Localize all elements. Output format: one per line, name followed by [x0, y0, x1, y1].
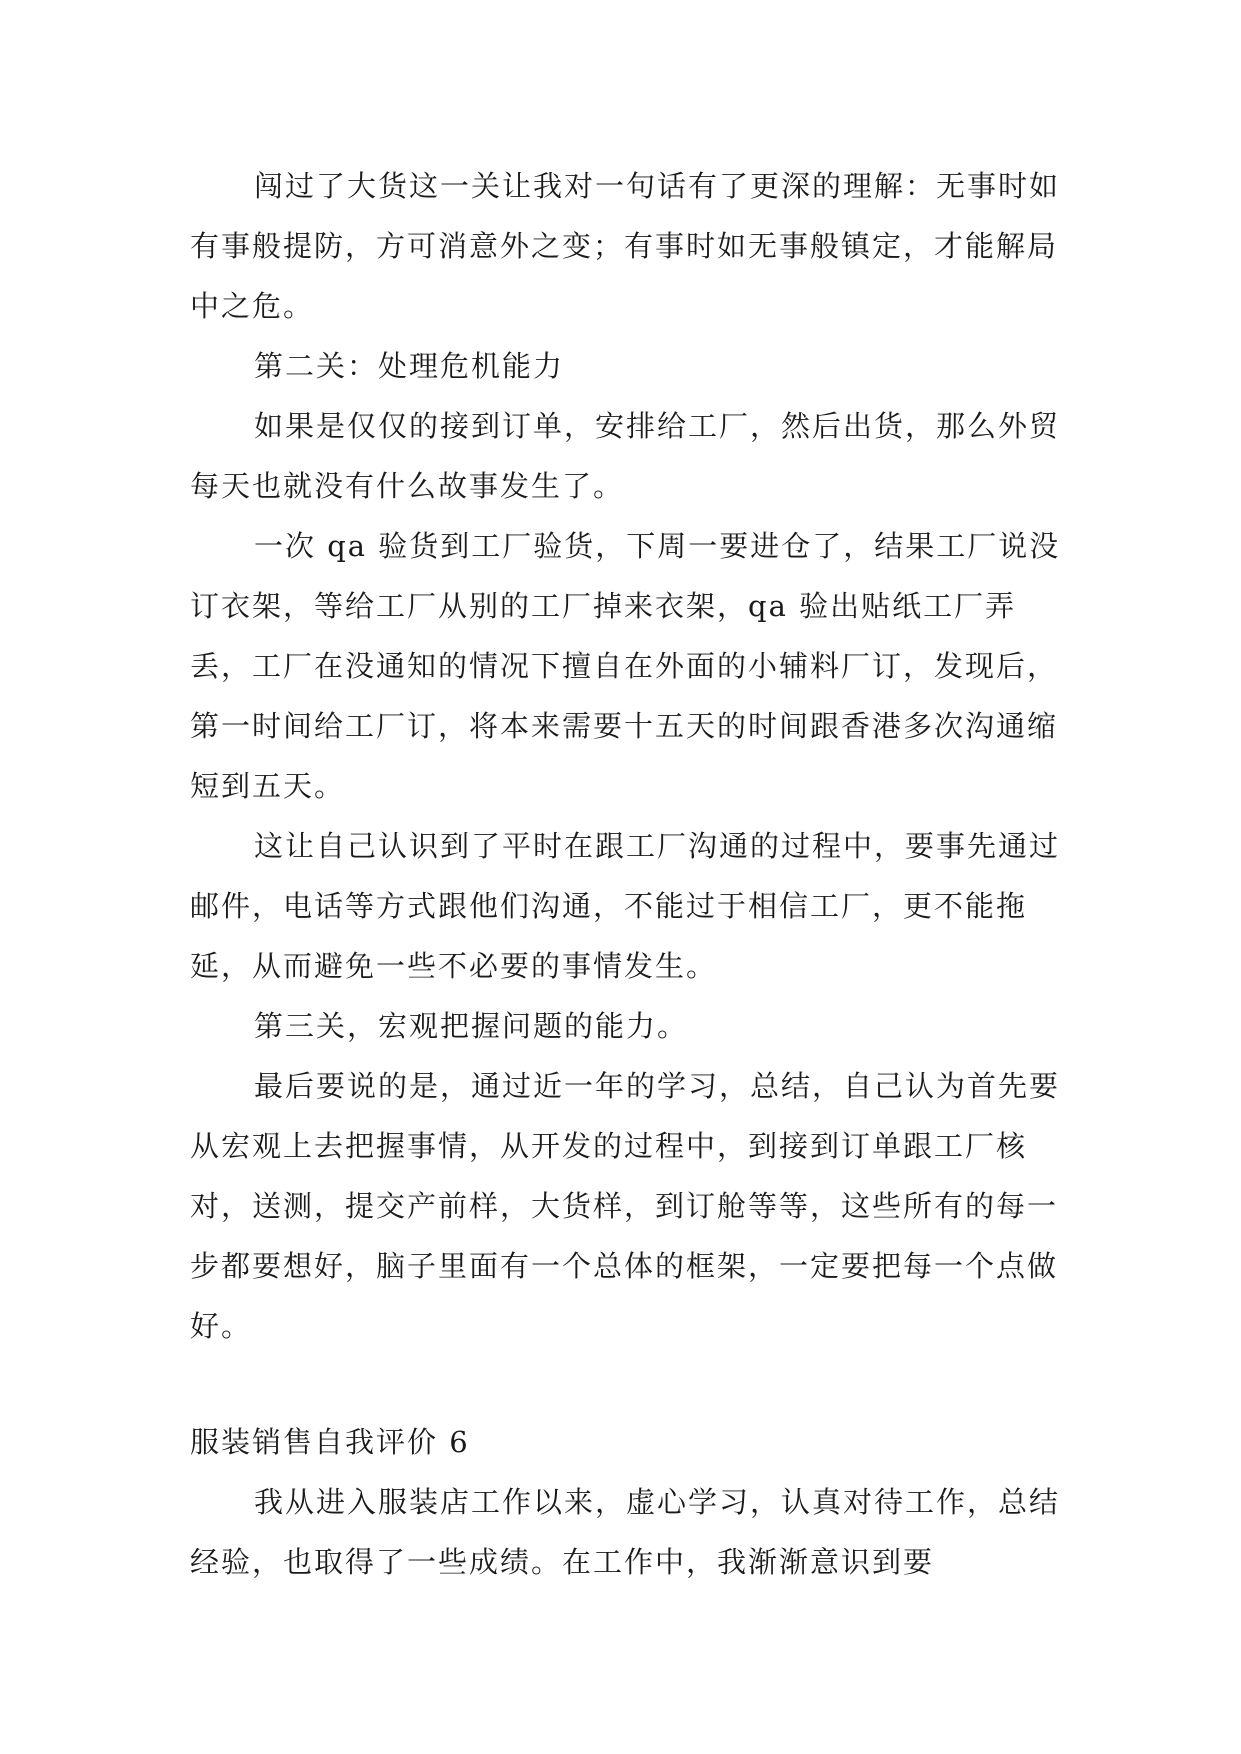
- paragraph-qa-inspection: 一次 qa 验货到工厂验货，下周一要进仓了，结果工厂说没订衣架，等给工厂从别的工厂掉来衣架，qa 验出贴纸工厂弄丢，工厂在没通知的情况下擅自在外面的小辅料厂订，发现后，第一时间给工厂订，将本来需要十五天的时间跟香港多次沟通缩短到五天。: [190, 529, 1061, 803]
- paragraph-communication: 这让自己认识到了平时在跟工厂沟通的过程中，要事先通过邮件，电话等方式跟他们沟通，不能过于相信工厂，更不能拖延，从而避免一些不必要的事情发生。: [190, 829, 1061, 983]
- paragraph-conclusion: 最后要说的是，通过近一年的学习，总结，自己认为首先要从宏观上去把握事情，从开发的过程中，到接到订单跟工厂核对，送测，提交产前样，大货样，到订舱等等，这些所有的每一步都要想好，脑子里面有一个总体的框架，一定要把每一个点做好。: [190, 1069, 1061, 1343]
- paragraph-big-goods-lesson: 闯过了大货这一关让我对一句话有了更深的理解：无事时如有事般提防，方可消意外之变；有事时如无事般镇定，才能解局中之危。: [190, 169, 1061, 323]
- heading-third-level: 第三关，宏观把握问题的能力。: [254, 1009, 689, 1043]
- heading-second-level: 第二关：处理危机能力: [254, 349, 565, 383]
- section-title: 服装销售自我评价 6: [190, 1425, 470, 1459]
- paragraph-orders: 如果是仅仅的接到订单，安排给工厂，然后出货，那么外贸每天也就没有什么故事发生了。: [190, 409, 1061, 503]
- paragraph-store-work: 我从进入服装店工作以来，虚心学习，认真对待工作，总结经验，也取得了一些成绩。在工作中，我渐渐意识到要: [190, 1485, 1061, 1579]
